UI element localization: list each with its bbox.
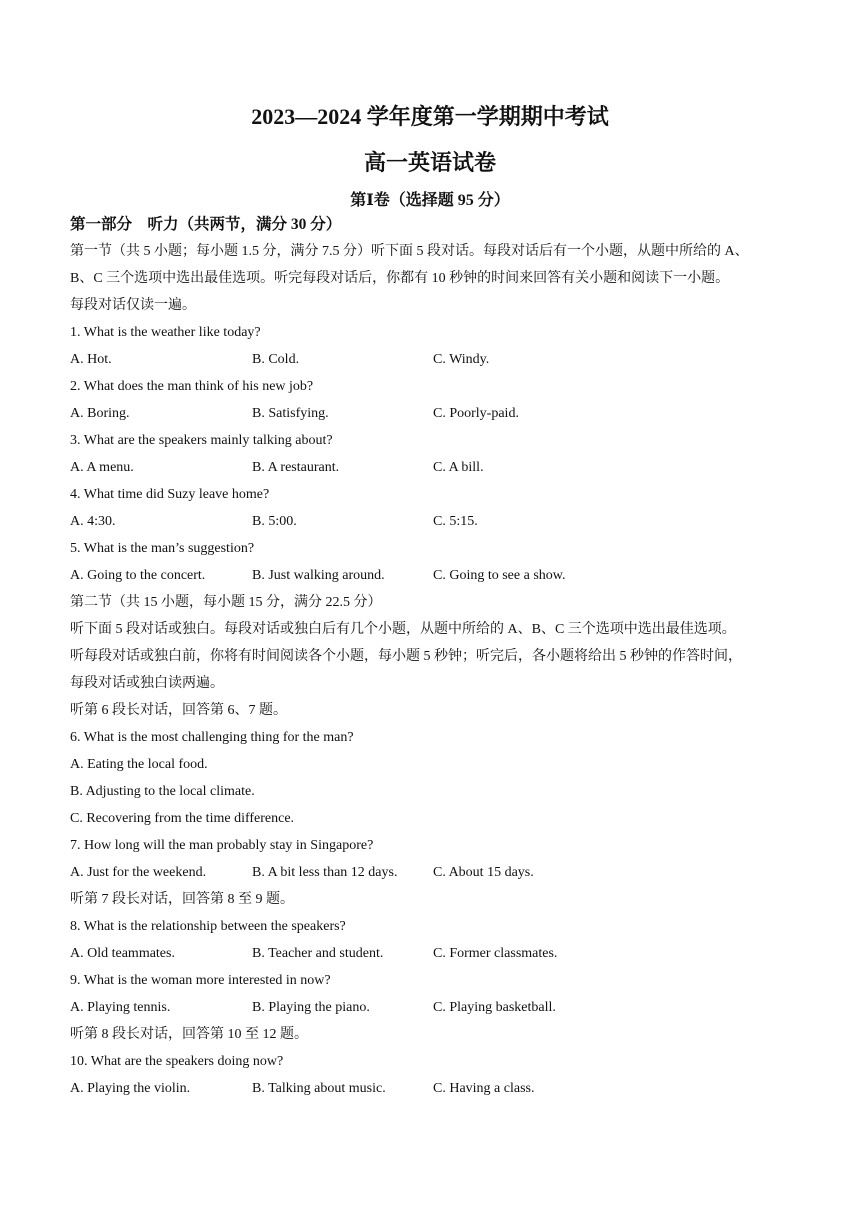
q7-option-c: C. About 15 days. (433, 865, 534, 880)
q6-option-a: A. Eating the local food. (70, 757, 208, 772)
section2-intro-line-2: 听每段对话或独白前，你将有时间阅读各个小题，每小题 5 秒钟；听完后，各小题将给出 5 秒钟的作答时间， (70, 649, 742, 664)
q2-option-b: B. Satisfying. (252, 406, 329, 421)
q5-option-b: B. Just walking around. (252, 568, 385, 583)
q9-option-c: C. Playing basketball. (433, 1000, 556, 1015)
q7-option-b: B. A bit less than 12 days. (252, 865, 398, 880)
q4-option-b: B. 5:00. (252, 514, 297, 529)
q10-option-a: A. Playing the violin. (70, 1081, 191, 1096)
question-4: 4. What time did Suzy leave home? (70, 487, 270, 502)
section1-intro-line-1: 第一节（共 5 小题；每小题 1.5 分，满分 7.5 分）听下面 5 段对话。每段对话后有一个小题，从题中所给的 A、 (70, 244, 749, 259)
exam-subtitle: 高一英语试卷 (363, 150, 496, 175)
section2-heading: 第二节（共 15 小题，每小题 15 分，满分 22.5 分） (70, 595, 382, 610)
q6-option-b: B. Adjusting to the local climate. (70, 784, 255, 799)
question-6: 6. What is the most challenging thing for the man? (70, 730, 354, 745)
q7-option-a: A. Just for the weekend. (70, 865, 207, 880)
dialog-7-instruction: 听第 7 段长对话，回答第 8 至 9 题。 (70, 892, 294, 907)
q4-option-a: A. 4:30. (70, 514, 116, 529)
dialog-6-instruction: 听第 6 段长对话，回答第 6、7 题。 (70, 703, 287, 718)
q5-option-a: A. Going to the concert. (70, 568, 206, 583)
dialog-8-instruction: 听第 8 段长对话，回答第 10 至 12 题。 (70, 1027, 308, 1042)
q1-option-c: C. Windy. (433, 352, 490, 367)
question-7: 7. How long will the man probably stay in Singapore? (70, 838, 374, 853)
q5-option-c: C. Going to see a show. (433, 568, 566, 583)
question-2: 2. What does the man think of his new job? (70, 379, 314, 394)
q3-option-c: C. A bill. (433, 460, 484, 475)
question-10: 10. What are the speakers doing now? (70, 1054, 284, 1069)
q10-option-c: C. Having a class. (433, 1081, 535, 1096)
q2-option-a: A. Boring. (70, 406, 130, 421)
q1-option-b: B. Cold. (252, 352, 300, 367)
q1-option-a: A. Hot. (70, 352, 112, 367)
q9-option-a: A. Playing tennis. (70, 1000, 171, 1015)
question-9: 9. What is the woman more interested in now? (70, 973, 331, 988)
section2-intro-line-1: 听下面 5 段对话或独白。每段对话或独白后有几个小题，从题中所给的 A、B、C 三个选项中选出最佳选项。 (70, 622, 736, 637)
q9-option-b: B. Playing the piano. (252, 1000, 370, 1015)
question-8: 8. What is the relationship between the speakers? (70, 919, 346, 934)
volume-heading: 第Ⅰ卷（选择题 95 分） (350, 192, 510, 209)
q3-option-b: B. A restaurant. (252, 460, 340, 475)
question-1: 1. What is the weather like today? (70, 325, 261, 340)
q4-option-c: C. 5:15. (433, 514, 478, 529)
q2-option-c: C. Poorly-paid. (433, 406, 519, 421)
section1-intro-line-2: B、C 三个选项中选出最佳选项。听完每段对话后，你都有 10 秒钟的时间来回答有关小题和阅读下一小题。 (70, 271, 730, 286)
q8-option-b: B. Teacher and student. (252, 946, 384, 961)
section1-intro-line-3: 每段对话仅读一遍。 (70, 298, 196, 313)
question-3: 3. What are the speakers mainly talking about? (70, 433, 333, 448)
q8-option-a: A. Old teammates. (70, 946, 175, 961)
q8-option-c: C. Former classmates. (433, 946, 558, 961)
part1-heading: 第一部分 听力（共两节，满分 30 分） (70, 216, 342, 233)
section2-intro-line-3: 每段对话或独白读两遍。 (70, 676, 224, 691)
q6-option-c: C. Recovering from the time difference. (70, 811, 295, 826)
question-5: 5. What is the man’s suggestion? (70, 541, 255, 556)
exam-title: 2023—2024 学年度第一学期期中考试 (251, 104, 609, 129)
q3-option-a: A. A menu. (70, 460, 134, 475)
q10-option-b: B. Talking about music. (252, 1081, 386, 1096)
